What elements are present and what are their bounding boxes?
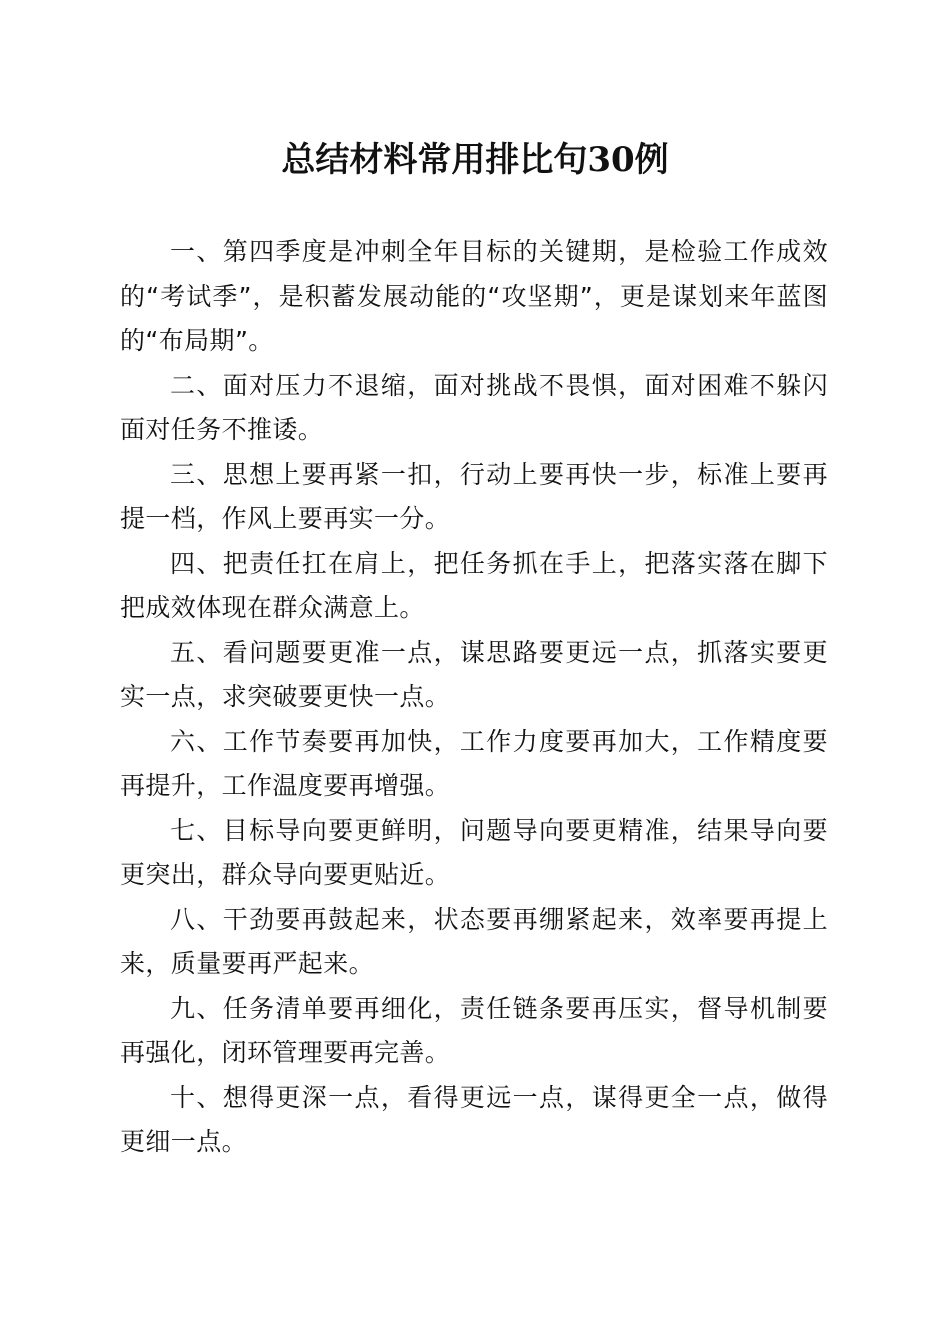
paragraph-4: 四、把责任扛在肩上，把任务抓在手上，把落实落在脚下把成效体现在群众满意上。	[120, 548, 828, 622]
paragraph-1: 一、第四季度是冲刺全年目标的关键期，是检验工作成效的“考试季”，是积蓄发展动能的“攻坚期”，更是谋划来年蓝图的“布局期”。	[120, 237, 828, 355]
paragraph-7: 七、目标导向要更鲜明，问题导向要更精准，结果导向要更突出，群众导向要更贴近。	[120, 815, 828, 889]
paragraph-2: 二、面对压力不退缩，面对挑战不畏惧，面对困难不躲闪面对任务不推诿。	[120, 370, 828, 444]
paragraph-6: 六、工作节奏要再加快，工作力度要再加大，工作精度要再提升，工作温度要再增强。	[120, 726, 828, 800]
paragraph-8: 八、干劲要再鼓起来，状态要再绷紧起来，效率要再提上来，质量要再严起来。	[120, 904, 828, 978]
paragraph-3: 三、思想上要再紧一扣，行动上要再快一步，标准上要再提一档，作风上要再实一分。	[120, 459, 828, 533]
page-title: 总结材料常用排比句30例	[281, 140, 669, 180]
paragraph-10: 十、想得更深一点，看得更远一点，谋得更全一点，做得更细一点。	[120, 1082, 828, 1156]
paragraph-5: 五、看问题要更准一点，谋思路要更远一点，抓落实要更实一点，求突破要更快一点。	[120, 637, 828, 711]
paragraph-9: 九、任务清单要再细化，责任链条要再压实，督导机制要再强化，闭环管理要再完善。	[120, 993, 828, 1067]
document-body	[120, 230, 828, 1165]
